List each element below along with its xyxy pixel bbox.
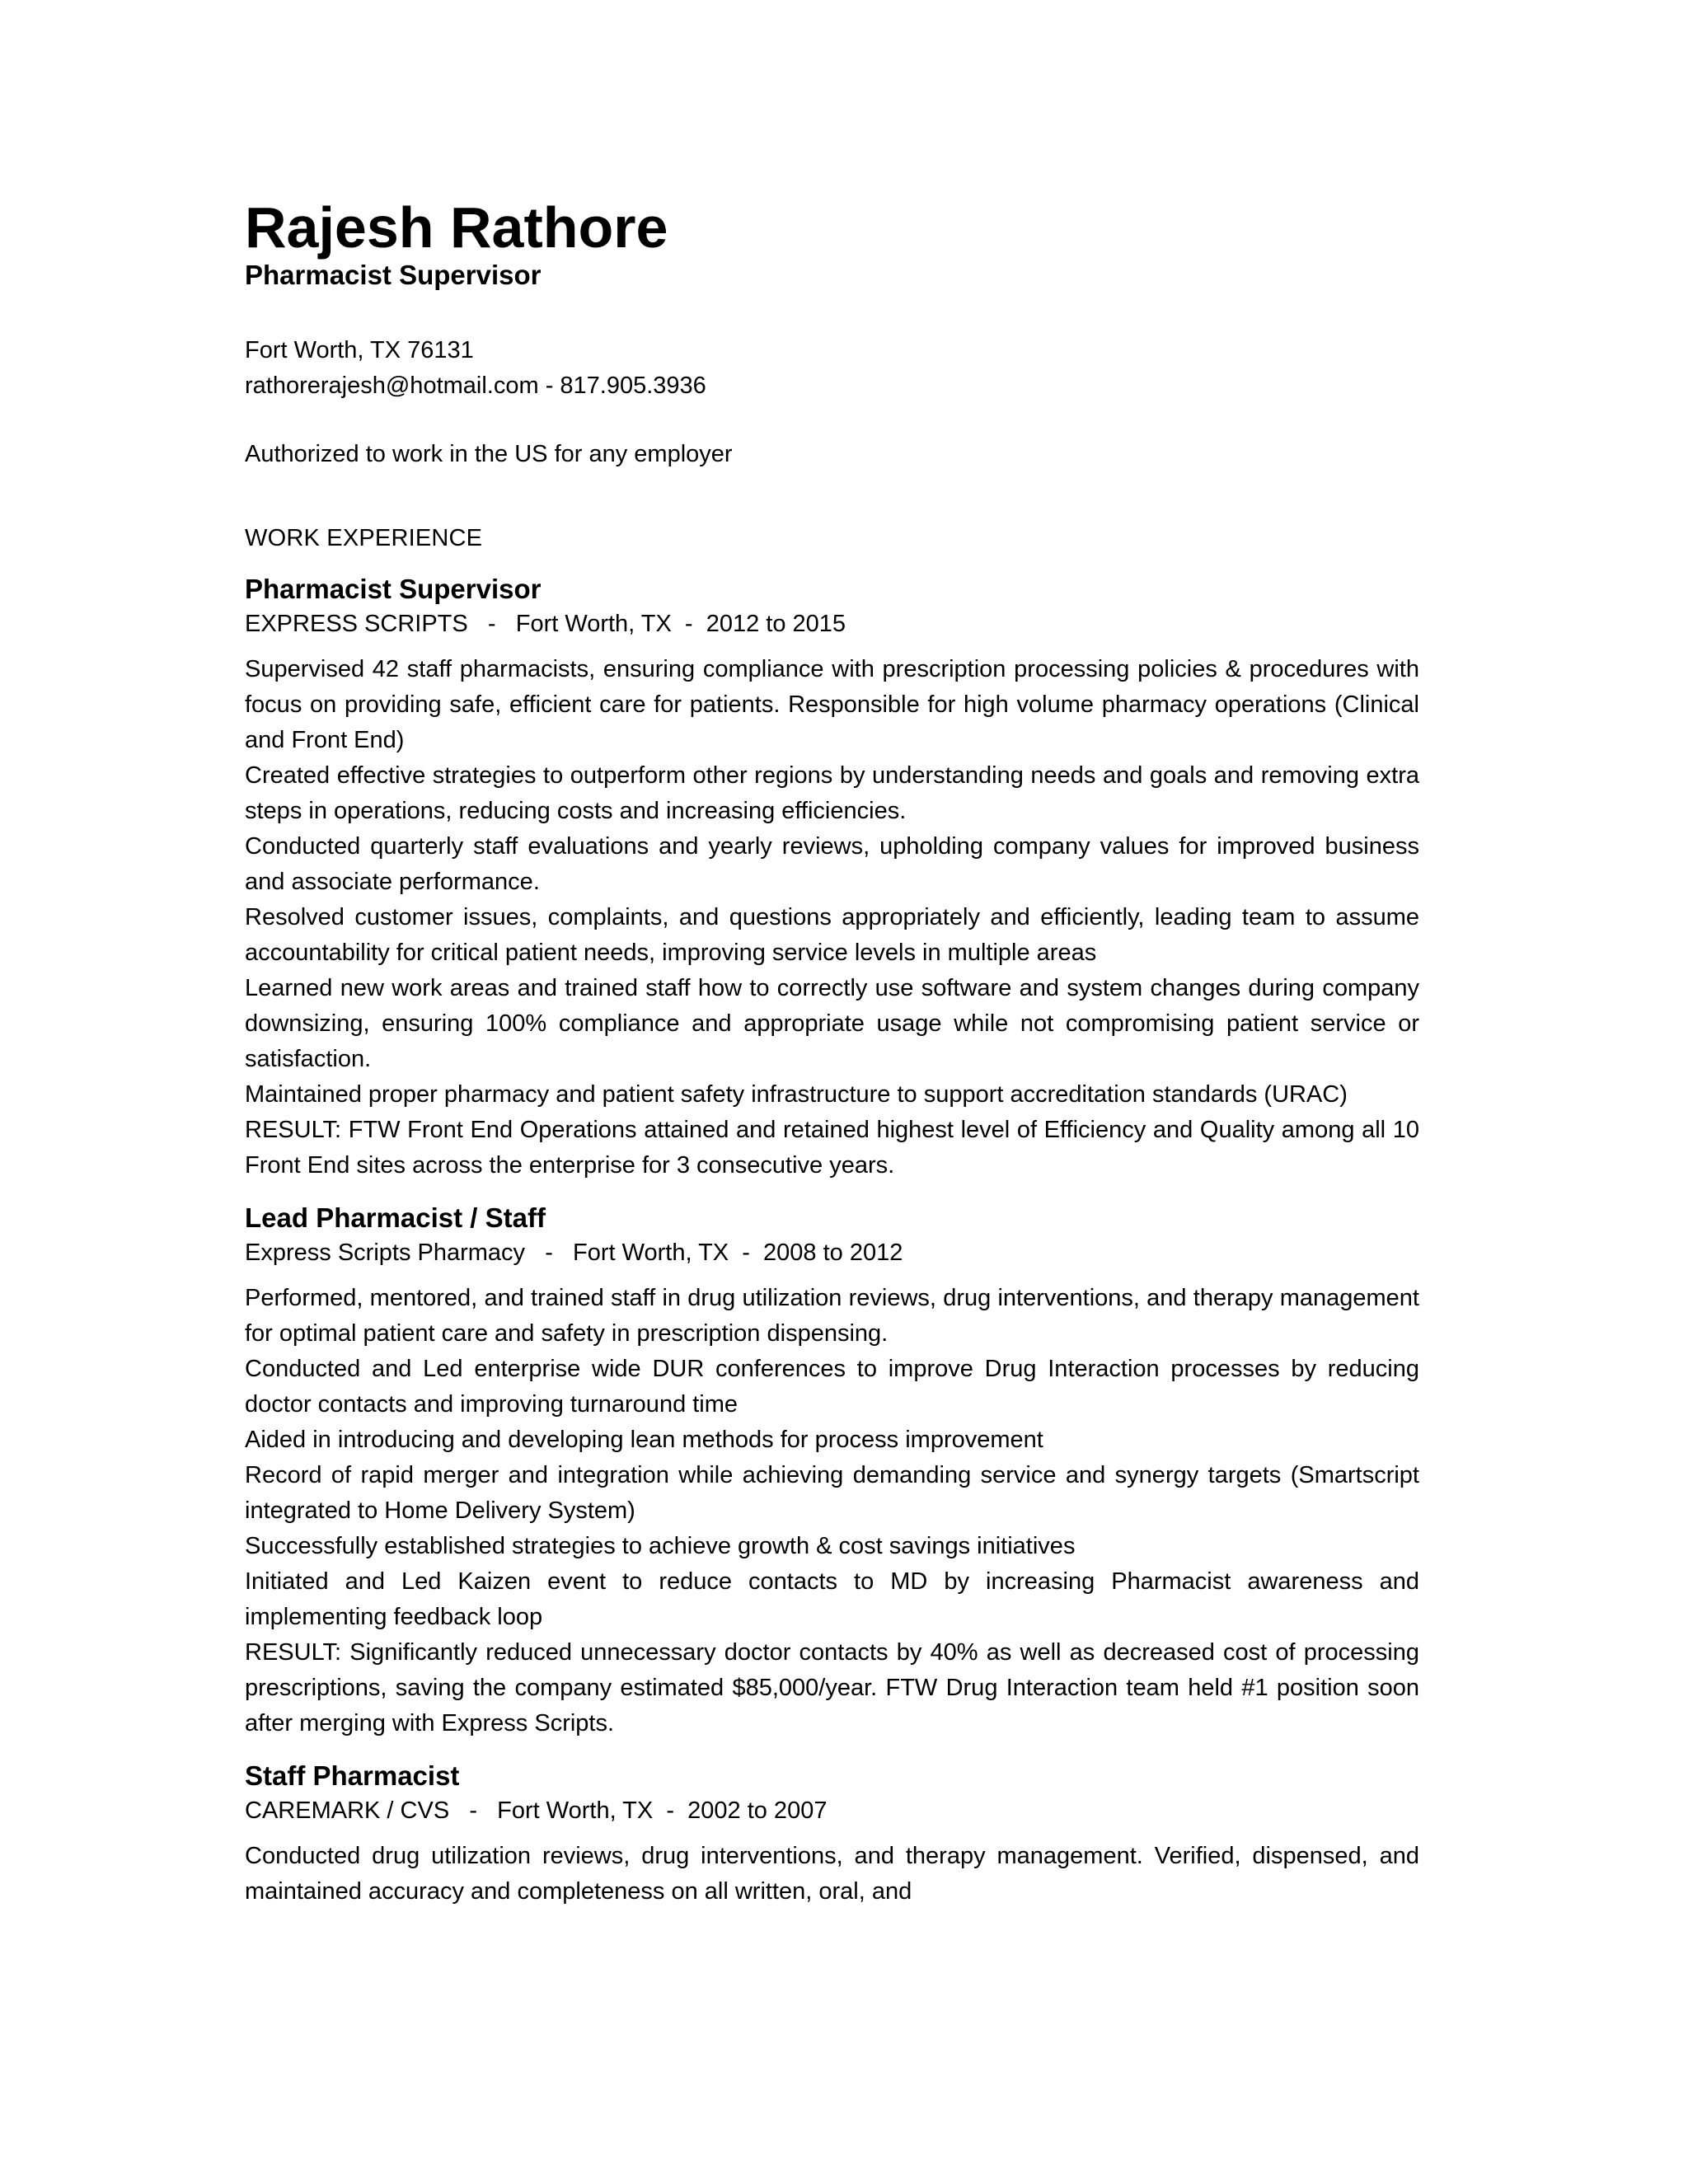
- contact-location: Fort Worth, TX 76131: [245, 336, 474, 363]
- job-description-line: Learned new work areas and trained staff how to correctly use software and system changes during company downsizing, ensuring 100% compliance and appropriate usage while not compromising patient service or satisfaction.: [245, 974, 1419, 1072]
- job-description-line: Supervised 42 staff pharmacists, ensuring compliance with prescription processing policies & procedures with focus on providing safe, efficient care for patients. Responsible for high volume pharmacy operations (Clinical and Front End): [245, 655, 1419, 753]
- job-description-line: Record of rapid merger and integration while achieving demanding service and synergy targets (Smartscript integrated to Home Delivery System): [245, 1461, 1419, 1524]
- job-meta: CAREMARK / CVS - Fort Worth, TX - 2002 to 2007: [245, 1797, 828, 1824]
- section-heading-work-experience: WORK EXPERIENCE: [245, 524, 483, 551]
- contact-block: [245, 333, 1419, 404]
- job-description: [245, 652, 1419, 1183]
- job-meta: EXPRESS SCRIPTS - Fort Worth, TX - 2012 to 2015: [245, 610, 846, 637]
- job-meta: Express Scripts Pharmacy - Fort Worth, TX - 2008 to 2012: [245, 1239, 903, 1266]
- job-description-line: Created effective strategies to outperform other regions by understanding needs and goals and removing extra steps in operations, reducing costs and increasing efficiencies.: [245, 762, 1419, 824]
- job-description-line: Performed, mentored, and trained staff in drug utilization reviews, drug interventions, and therapy management for optimal patient care and safety in prescription dispensing.: [245, 1284, 1419, 1347]
- job-description-line: Initiated and Led Kaizen event to reduce contacts to MD by increasing Pharmacist awareness and implementing feedback loop: [245, 1568, 1419, 1630]
- job-description-line: Successfully established strategies to achieve growth & cost savings initiatives: [245, 1532, 1076, 1559]
- job-entry: [245, 1758, 1419, 1910]
- job-description-line: Maintained proper pharmacy and patient safety infrastructure to support accreditation standards (URAC): [245, 1080, 1348, 1108]
- work-authorization: Authorized to work in the US for any employer: [245, 440, 733, 467]
- job-title: Pharmacist Supervisor: [245, 573, 542, 604]
- contact-email-phone: rathorerajesh@hotmail.com - 817.905.3936: [245, 372, 706, 399]
- job-description-line: Conducted quarterly staff evaluations and yearly reviews, upholding company values for improved business and associate performance.: [245, 832, 1419, 895]
- candidate-headline: Pharmacist Supervisor: [245, 259, 542, 290]
- job-description-line: RESULT: FTW Front End Operations attained and retained highest level of Efficiency and Quality among all 10 Front End sites across the enterprise for 3 consecutive years.: [245, 1116, 1419, 1179]
- resume-page: [245, 195, 1419, 1910]
- job-description: [245, 1839, 1419, 1910]
- job-description-line: Aided in introducing and developing lean methods for process improvement: [245, 1426, 1043, 1453]
- job-title: Staff Pharmacist: [245, 1760, 460, 1791]
- job-entry: [245, 1200, 1419, 1741]
- job-entry: [245, 571, 1419, 1183]
- job-description-line: Conducted and Led enterprise wide DUR conferences to improve Drug Interaction processes by reducing doctor contacts and improving turnaround time: [245, 1355, 1419, 1418]
- job-description-line: Resolved customer issues, complaints, and questions appropriately and efficiently, leading team to assume accountability for critical patient needs, improving service levels in multiple areas: [245, 903, 1419, 966]
- candidate-name: Rajesh Rathore: [245, 195, 668, 260]
- job-title: Lead Pharmacist / Staff: [245, 1202, 546, 1233]
- job-description-line: RESULT: Significantly reduced unnecessary doctor contacts by 40% as well as decreased cost of processing prescriptions, saving the company estimated $85,000/year. FTW Drug Interaction team held #1 position soon after merging with Express Scripts.: [245, 1638, 1419, 1736]
- job-description-line: Conducted drug utilization reviews, drug interventions, and therapy management. Verified, dispensed, and maintained accuracy and completeness on all written, oral, and: [245, 1842, 1419, 1905]
- job-description: [245, 1281, 1419, 1741]
